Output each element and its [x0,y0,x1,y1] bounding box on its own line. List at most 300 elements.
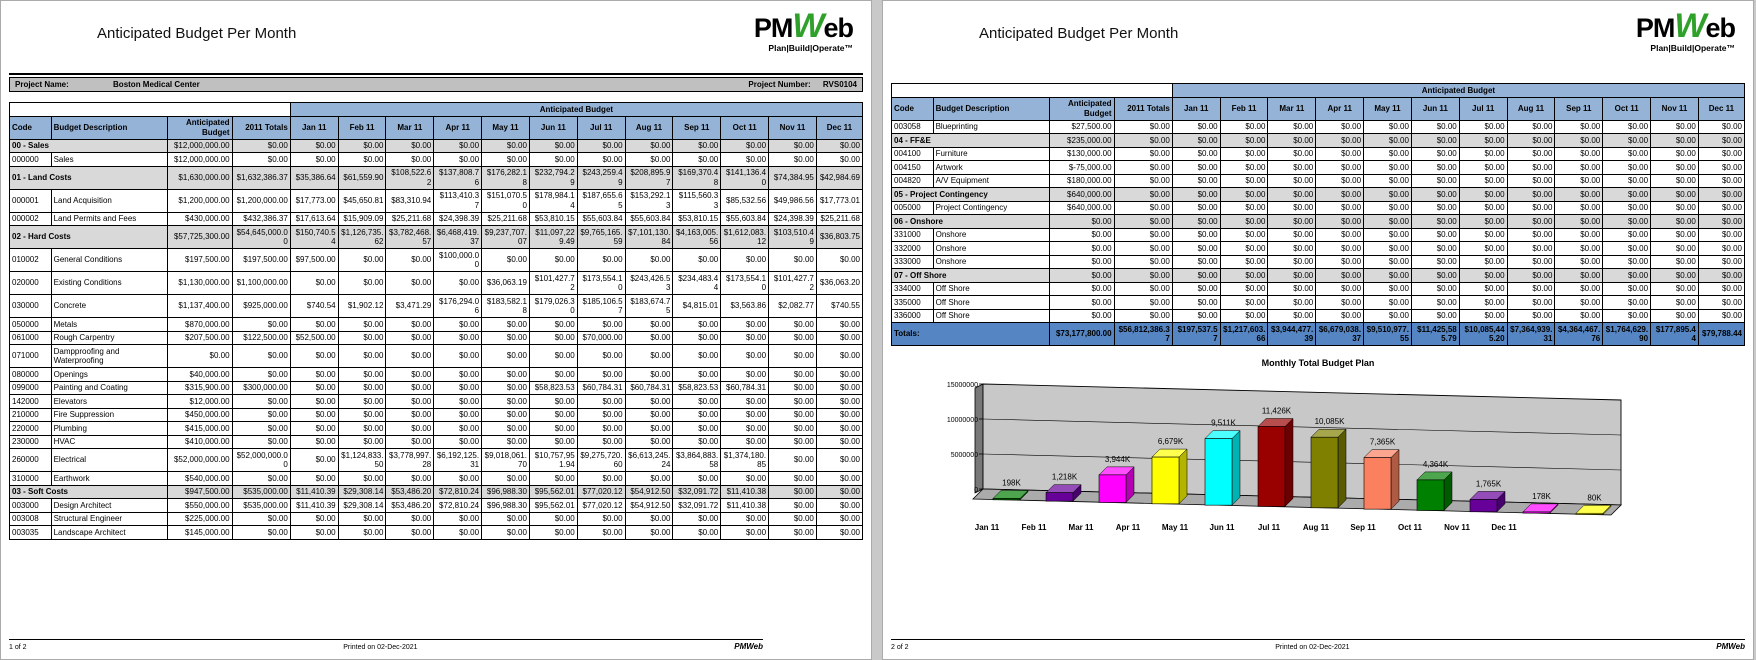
amount-cell: $0.00 [434,408,482,422]
amount-cell: $0.00 [1507,282,1555,296]
amount-cell: $0.00 [1411,242,1459,256]
amount-cell: $0.00 [1555,161,1603,175]
amount-cell: $83,310.94 [386,189,434,212]
amount-cell: $178,984.14 [529,189,577,212]
amount-cell: $0.00 [1698,228,1744,242]
amount-cell: $0.00 [386,422,434,436]
amount-cell: $0.00 [1172,201,1220,215]
amount-cell: $640,000.00 [1050,201,1114,215]
bar-value-label: 6,679K [1157,437,1184,447]
column-header: 2011 Totals [1114,97,1172,120]
amount-cell: $430,000.00 [168,212,232,226]
amount-cell: $173,554.10 [577,272,625,295]
amount-cell: $0.00 [625,368,673,382]
span-header-row [10,103,863,117]
amount-cell: $61,559.90 [338,166,386,189]
amount-cell: $32,091.72 [673,485,721,499]
amount-cell: $180,000.00 [1050,174,1114,188]
amount-cell: $0.00 [1411,188,1459,202]
description-cell: Land Permits and Fees [51,212,167,226]
column-header: Dec 11 [1698,97,1744,120]
amount-cell: $0.00 [1555,120,1603,134]
amount-cell: $0.00 [1651,174,1699,188]
amount-cell: $0.00 [1114,134,1172,148]
totals-amount-cell: $56,812,386.37 [1114,323,1172,346]
amount-cell: $173,554.10 [721,272,769,295]
amount-cell: $0.00 [386,408,434,422]
amount-cell: $151,070.50 [482,189,530,212]
amount-cell: $0.00 [1220,282,1268,296]
amount-cell: $0.00 [1459,120,1507,134]
amount-cell: $0.00 [1603,255,1651,269]
column-header: Jul 11 [577,116,625,139]
amount-cell: $0.00 [1172,255,1220,269]
description-cell: Blueprinting [933,120,1049,134]
amount-cell: $17,773.01 [816,189,862,212]
amount-cell: $0.00 [1698,215,1744,229]
amount-cell: $0.00 [769,153,817,167]
amount-cell: $0.00 [1220,120,1268,134]
amount-cell: $0.00 [1603,309,1651,323]
amount-cell: $0.00 [1698,309,1744,323]
amount-cell: $0.00 [1220,296,1268,310]
group-label: 02 - Hard Costs [10,226,168,249]
amount-cell: $0.00 [482,153,530,167]
amount-cell: $0.00 [290,408,338,422]
logo-w-glyph: W [792,7,824,45]
amount-cell: $0.00 [1316,201,1364,215]
amount-cell: $0.00 [1364,309,1412,323]
amount-cell: $0.00 [1316,228,1364,242]
amount-cell: $0.00 [816,435,862,449]
amount-cell: $6,468,419.37 [434,226,482,249]
amount-cell: $74,384.95 [769,166,817,189]
table-row [892,161,1745,175]
totals-amount-cell: $4,364,467.76 [1555,323,1603,346]
amount-cell: $0.00 [338,345,386,368]
amount-cell: $0.00 [1411,282,1459,296]
table-corner [892,84,1173,98]
totals-amount-cell: $3,944,477.39 [1268,323,1316,346]
amount-cell: $0.00 [232,435,290,449]
amount-cell: $9,237,707.07 [482,226,530,249]
amount-cell: $24,398.39 [434,212,482,226]
table-row [10,368,863,382]
amount-cell: $60,784.31 [625,381,673,395]
group-label: 07 - Off Shore [892,269,1050,283]
amount-cell: $0.00 [1651,188,1699,202]
x-axis-month-label: Jul 11 [1257,523,1281,532]
amount-cell: $0.00 [386,153,434,167]
amount-cell: $0.00 [434,345,482,368]
amount-cell: $0.00 [1220,174,1268,188]
column-header: Aug 11 [1507,97,1555,120]
amount-cell: $225,000.00 [168,512,232,526]
amount-cell: $0.00 [1603,134,1651,148]
amount-cell: $27,500.00 [1050,120,1114,134]
amount-cell: $29,308.14 [338,485,386,499]
totals-amount-cell: $197,537.57 [1172,323,1220,346]
amount-cell: $0.00 [482,526,530,540]
amount-cell: $0.00 [1459,161,1507,175]
amount-cell: $0.00 [769,368,817,382]
group-row [10,166,863,189]
group-label: 06 - Onshore [892,215,1050,229]
amount-cell: $0.00 [625,408,673,422]
table-row [10,295,863,318]
footer-brand: PMWeb [734,642,763,651]
amount-cell: $77,020.12 [577,499,625,513]
bar-value-label: 10,085K [1314,417,1345,427]
amount-cell: $0.00 [816,485,862,499]
amount-cell: $0.00 [1220,215,1268,229]
description-cell: Onshore [933,242,1049,256]
description-cell: Design Architect [51,499,167,513]
amount-cell: $17,773.00 [290,189,338,212]
amount-cell: $0.00 [1459,242,1507,256]
amount-cell: $0.00 [625,139,673,153]
amount-cell: $0.00 [434,395,482,409]
amount-cell: $11,410.38 [721,499,769,513]
amount-cell: $4,163,005.56 [673,226,721,249]
amount-cell: $0.00 [1555,255,1603,269]
column-header: Jul 11 [1459,97,1507,120]
amount-cell: $0.00 [577,345,625,368]
amount-cell: $0.00 [1603,161,1651,175]
amount-cell: $0.00 [1316,255,1364,269]
amount-cell: $0.00 [673,153,721,167]
amount-cell: $0.00 [673,526,721,540]
page1-footer [9,639,763,651]
column-header: Budget Description [933,97,1049,120]
amount-cell: $550,000.00 [168,499,232,513]
amount-cell: $0.00 [673,345,721,368]
amount-cell: $0.00 [1459,134,1507,148]
project-name-group [15,80,200,89]
amount-cell: $0.00 [1698,188,1744,202]
amount-cell: $0.00 [1268,269,1316,283]
amount-cell: $96,988.30 [482,499,530,513]
amount-cell: $0.00 [816,139,862,153]
amount-cell: $0.00 [1411,174,1459,188]
amount-cell: $535,000.00 [232,485,290,499]
amount-cell: $0.00 [625,249,673,272]
column-header: Mar 11 [386,116,434,139]
amount-cell: $0.00 [1364,147,1412,161]
amount-cell: $0.00 [721,345,769,368]
amount-cell: $0.00 [1050,282,1114,296]
column-header-row [10,116,863,139]
column-header: May 11 [1364,97,1412,120]
amount-cell: $740.54 [290,295,338,318]
amount-cell: $95,562.01 [529,499,577,513]
column-header: Oct 11 [721,116,769,139]
column-header: Sep 11 [673,116,721,139]
y-axis-tick-label: 15000000 [946,382,978,389]
group-label: 04 - FF&E [892,134,1050,148]
amount-cell: $0.00 [1114,215,1172,229]
page1-header [9,1,863,73]
pmweb-logo [1636,9,1735,53]
bar-value-label: 178K [1532,491,1551,501]
amount-cell: $0.00 [1114,161,1172,175]
amount-cell: $137,808.76 [434,166,482,189]
totals-amount-cell: $1,764,629.90 [1603,323,1651,346]
column-header: Sep 11 [1555,97,1603,120]
amount-cell: $0.00 [721,153,769,167]
description-cell: Sales [51,153,167,167]
amount-cell: $0.00 [529,435,577,449]
amount-cell: $55,603.84 [721,212,769,226]
amount-cell: $0.00 [1114,242,1172,256]
code-cell: 099000 [10,381,52,395]
pmweb-logo-text: PMWeb [1635,7,1735,45]
amount-cell: $0.00 [529,526,577,540]
amount-cell: $0.00 [232,395,290,409]
amount-cell: $0.00 [1411,201,1459,215]
amount-cell: $-75,000.00 [1050,161,1114,175]
amount-cell: $85,532.56 [721,189,769,212]
amount-cell: $0.00 [386,368,434,382]
description-cell: Existing Conditions [51,272,167,295]
amount-cell: $0.00 [1268,228,1316,242]
group-row [892,269,1745,283]
amount-cell: $55,603.84 [577,212,625,226]
amount-cell: $0.00 [1172,269,1220,283]
code-cell: 334000 [892,282,934,296]
table-row [892,120,1745,134]
amount-cell: $0.00 [386,381,434,395]
amount-cell: $300,000.00 [232,381,290,395]
column-header: Jan 11 [1172,97,1220,120]
amount-cell: $0.00 [673,408,721,422]
pmweb-logo [754,9,853,53]
amount-cell: $183,674.75 [625,295,673,318]
amount-cell: $60,784.31 [721,381,769,395]
amount-cell: $0.00 [1411,309,1459,323]
amount-cell: $0.00 [1114,228,1172,242]
amount-cell: $3,782,468.57 [386,226,434,249]
amount-cell: $0.00 [1411,296,1459,310]
table-corner [10,103,291,117]
amount-cell: $0.00 [338,139,386,153]
amount-cell: $58,823.53 [673,381,721,395]
amount-cell: $740.55 [816,295,862,318]
amount-cell: $0.00 [1507,215,1555,229]
x-axis-month-label: Dec 11 [1491,523,1517,532]
amount-cell: $3,563.86 [721,295,769,318]
description-cell: A/V Equipment [933,174,1049,188]
amount-cell: $0.00 [1220,161,1268,175]
amount-cell: $0.00 [338,318,386,332]
column-header: Nov 11 [769,116,817,139]
amount-cell: $0.00 [1316,134,1364,148]
column-header: Mar 11 [1268,97,1316,120]
amount-cell: $1,612,083.12 [721,226,769,249]
amount-cell: $0.00 [290,345,338,368]
amount-cell: $0.00 [577,249,625,272]
amount-cell: $153,292.13 [625,189,673,212]
amount-cell: $0.00 [1316,215,1364,229]
description-cell: Metals [51,318,167,332]
amount-cell: $52,000,000.00 [168,449,232,472]
amount-cell: $0.00 [769,472,817,486]
amount-cell: $54,912.50 [625,499,673,513]
amount-cell: $0.00 [1364,161,1412,175]
logo-w-glyph: W [1674,7,1706,45]
amount-cell: $0.00 [529,153,577,167]
amount-cell: $0.00 [1114,201,1172,215]
amount-cell: $0.00 [1316,242,1364,256]
amount-cell: $35,386.64 [290,166,338,189]
amount-cell: $0.00 [290,381,338,395]
amount-cell: $208,895.97 [625,166,673,189]
amount-cell: $0.00 [1555,215,1603,229]
amount-cell: $0.00 [1555,188,1603,202]
amount-cell: $0.00 [529,512,577,526]
amount-cell: $0.00 [1220,147,1268,161]
amount-cell: $0.00 [1364,255,1412,269]
y-axis-tick-label: 10000000 [946,417,978,424]
amount-cell: $0.00 [482,331,530,345]
amount-cell: $0.00 [769,512,817,526]
description-cell: Land Acquisition [51,189,167,212]
amount-cell: $7,101,130.84 [625,226,673,249]
amount-cell: $11,410.39 [290,485,338,499]
amount-cell: $0.00 [1459,255,1507,269]
amount-cell: $0.00 [1268,255,1316,269]
table-row [892,282,1745,296]
amount-cell: $0.00 [673,422,721,436]
table-row [10,318,863,332]
amount-cell: $0.00 [1268,134,1316,148]
amount-cell: $15,909.09 [338,212,386,226]
amount-cell: $0.00 [482,512,530,526]
amount-cell: $0.00 [1411,255,1459,269]
amount-cell: $25,211.68 [816,212,862,226]
budget-table-page1 [9,102,863,540]
amount-cell: $0.00 [482,318,530,332]
amount-cell: $0.00 [673,435,721,449]
amount-cell: $12,000.00 [168,395,232,409]
amount-cell: $415,000.00 [168,422,232,436]
amount-cell: $0.00 [1268,215,1316,229]
amount-cell: $0.00 [1316,174,1364,188]
x-axis-month-label: Apr 11 [1115,523,1141,532]
amount-cell: $0.00 [232,139,290,153]
amount-cell: $0.00 [1603,147,1651,161]
amount-cell: $0.00 [1507,174,1555,188]
table-row [10,212,863,226]
table-row [10,422,863,436]
amount-cell: $0.00 [338,512,386,526]
amount-cell: $100,000.00 [434,249,482,272]
amount-cell: $0.00 [577,512,625,526]
table-row [10,272,863,295]
code-cell: 332000 [892,242,934,256]
amount-cell: $1,124,833.50 [338,449,386,472]
span-header-row [892,84,1745,98]
amount-cell: $0.00 [1651,242,1699,256]
amount-cell: $0.00 [482,408,530,422]
amount-cell: $0.00 [673,395,721,409]
amount-cell: $0.00 [386,395,434,409]
amount-cell: $0.00 [673,139,721,153]
table-row [10,512,863,526]
amount-cell: $0.00 [1507,147,1555,161]
amount-cell: $0.00 [1364,228,1412,242]
amount-cell: $0.00 [1220,255,1268,269]
amount-cell: $0.00 [338,331,386,345]
amount-cell: $0.00 [434,526,482,540]
code-cell: 333000 [892,255,934,269]
amount-cell: $0.00 [1651,309,1699,323]
code-cell: 050000 [10,318,52,332]
amount-cell: $0.00 [232,408,290,422]
amount-cell: $0.00 [1220,188,1268,202]
amount-cell: $640,000.00 [1050,188,1114,202]
amount-cell: $53,486.20 [386,485,434,499]
amount-cell: $0.00 [1555,296,1603,310]
amount-cell: $0.00 [816,368,862,382]
amount-cell: $0.00 [386,512,434,526]
totals-amount-cell: $73,177,800.00 [1050,323,1114,346]
amount-cell: $52,000,000.00 [232,449,290,472]
amount-cell: $0.00 [769,499,817,513]
table-row [10,189,863,212]
table-row [10,395,863,409]
code-cell: 071000 [10,345,52,368]
code-cell: 003008 [10,512,52,526]
amount-cell: $0.00 [721,249,769,272]
amount-cell: $0.00 [577,318,625,332]
description-cell: Painting and Coating [51,381,167,395]
amount-cell: $0.00 [1459,215,1507,229]
description-cell: Rough Carpentry [51,331,167,345]
amount-cell: $0.00 [290,526,338,540]
code-cell: 003035 [10,526,52,540]
bar-oct-11 [1470,479,1505,511]
code-cell: 004150 [892,161,934,175]
code-cell: 335000 [892,296,934,310]
amount-cell: $0.00 [1651,201,1699,215]
x-axis-month-label: Nov 11 [1444,523,1470,532]
amount-cell: $10,757,951.94 [529,449,577,472]
amount-cell: $52,500.00 [290,331,338,345]
amount-cell: $0.00 [1220,228,1268,242]
amount-cell: $0.00 [338,422,386,436]
description-cell: HVAC [51,435,167,449]
amount-cell: $141,136.40 [721,166,769,189]
amount-cell: $6,613,245.24 [625,449,673,472]
amount-cell: $0.00 [1459,174,1507,188]
amount-cell: $0.00 [1411,228,1459,242]
amount-cell: $0.00 [434,331,482,345]
amount-cell: $0.00 [625,526,673,540]
y-axis-tick-label: 0 [974,487,978,494]
amount-cell: $535,000.00 [232,499,290,513]
amount-cell: $0.00 [1555,147,1603,161]
amount-cell: $0.00 [816,499,862,513]
amount-cell: $0.00 [1651,134,1699,148]
amount-cell: $0.00 [1651,282,1699,296]
amount-cell: $0.00 [1268,309,1316,323]
amount-cell: $0.00 [1698,174,1744,188]
budget-chart-svg [921,370,1673,540]
amount-cell: $0.00 [1172,174,1220,188]
printed-on: Printed on 02-Dec-2021 [343,644,418,651]
amount-cell: $0.00 [290,435,338,449]
